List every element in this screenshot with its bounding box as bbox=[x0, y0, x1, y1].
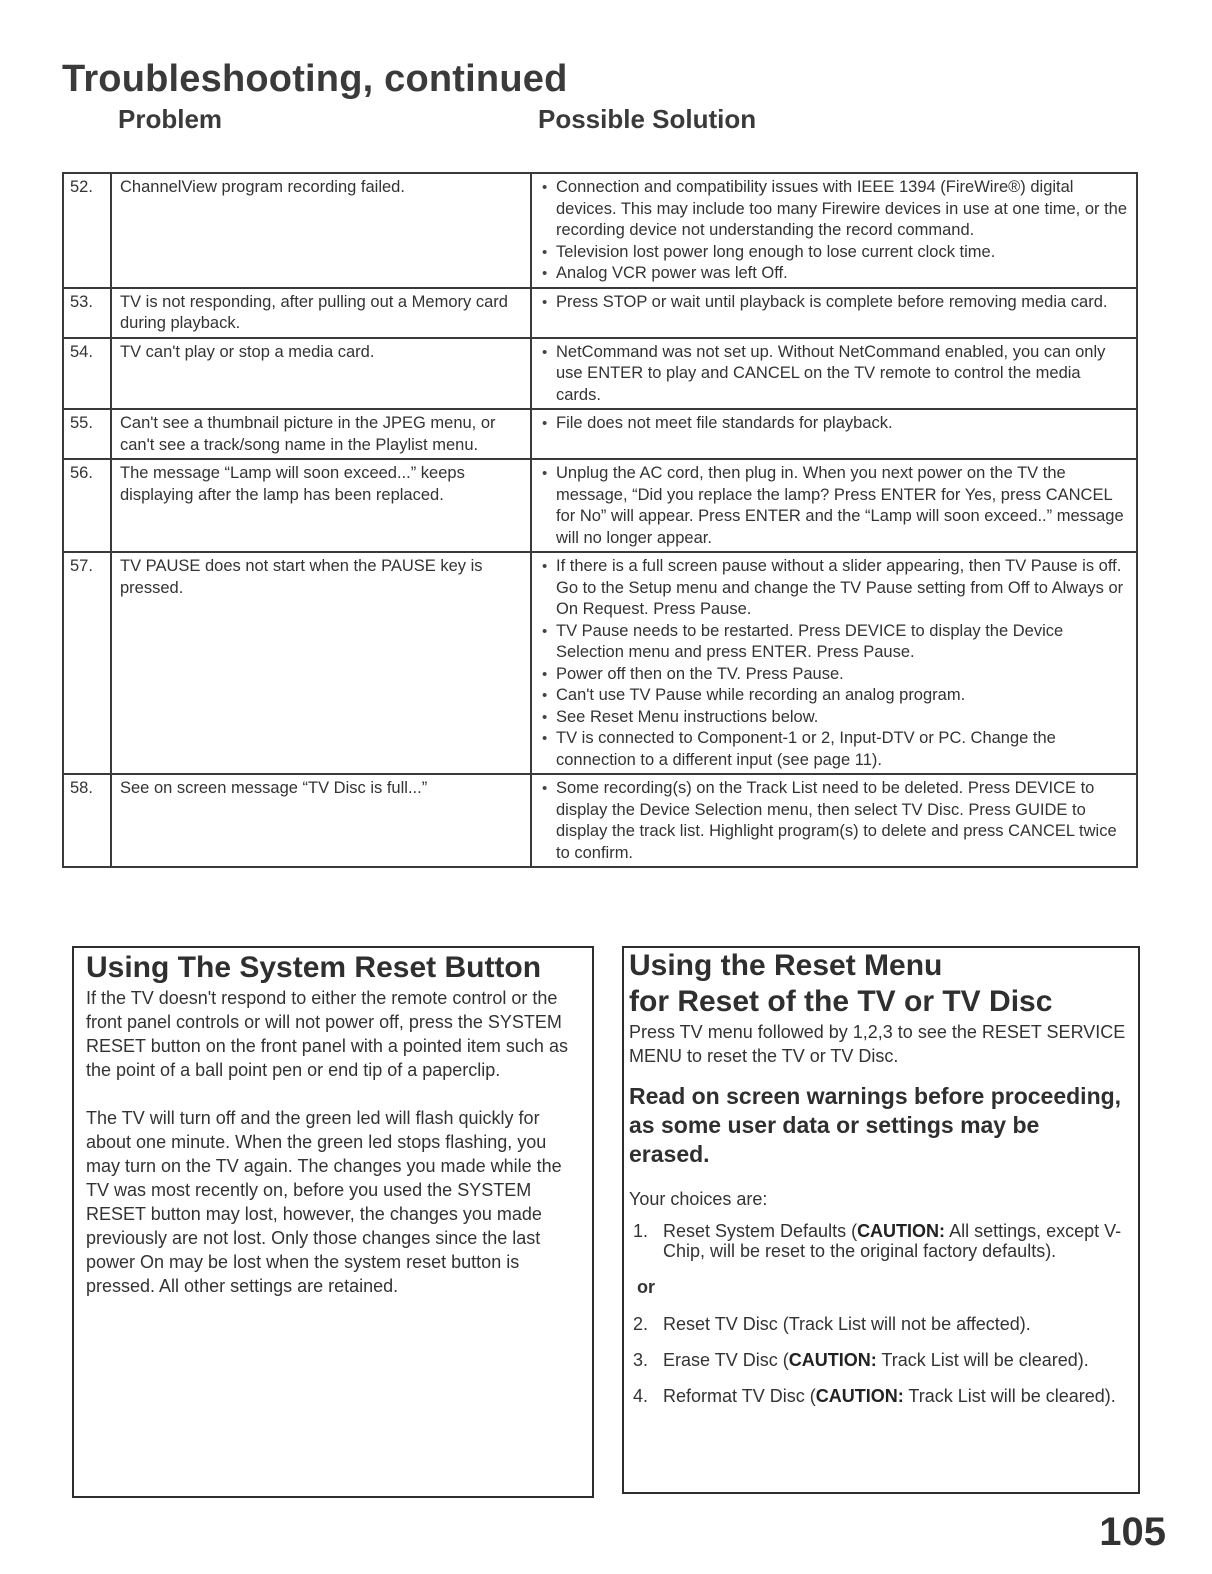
problem-cell: TV PAUSE does not start when the PAUSE key is pressed. bbox=[111, 552, 531, 774]
system-reset-paragraph-1: If the TV doesn't respond to either the remote control or the front panel controls or will not power off, press the SYSTEM RESET button on the front panel with a pointed item such as the point of a ball point pen or end tip of a paperclip. bbox=[86, 988, 568, 1080]
system-reset-section bbox=[72, 946, 594, 1498]
problem-cell: TV can't play or stop a media card. bbox=[111, 338, 531, 410]
problem-column-heading: Problem bbox=[118, 104, 223, 134]
reset-menu-choice-list-continued bbox=[629, 1314, 1126, 1406]
table-row bbox=[63, 409, 1137, 459]
reset-choice-text: Reset System Defaults ( bbox=[663, 1221, 858, 1241]
or-label: or bbox=[637, 1277, 655, 1297]
solution-item: • Press STOP or wait until playback is complete before removing media card. bbox=[542, 292, 1130, 314]
problem-cell: TV is not responding, after pulling out a Memory card during playback. bbox=[111, 288, 531, 338]
problem-cell: Can't see a thumbnail picture in the JPEG menu, or can't see a track/song name in the Playlist menu. bbox=[111, 409, 531, 459]
solution-item: • Connection and compatibility issues with IEEE 1394 (FireWire®) digital devices. This may include too many Firewire devices in use at one time, or the recording device not understanding the record command. bbox=[542, 177, 1130, 242]
page-number: 105 bbox=[1099, 1510, 1166, 1554]
solution-item: • See Reset Menu instructions below. bbox=[542, 707, 1130, 729]
table-row bbox=[63, 774, 1137, 867]
problem-cell: The message “Lamp will soon exceed...” keeps displaying after the lamp has been replaced. bbox=[111, 459, 531, 552]
solution-cell bbox=[531, 409, 1137, 459]
table-row bbox=[63, 552, 1137, 774]
problem-cell: See on screen message “TV Disc is full...” bbox=[111, 774, 531, 867]
table-row bbox=[63, 459, 1137, 552]
reset-choice-number: 4. bbox=[633, 1386, 649, 1406]
reset-choice-text: Track List will be cleared). bbox=[903, 1386, 1116, 1406]
row-number: 58. bbox=[63, 774, 111, 867]
solution-list bbox=[542, 342, 1130, 407]
solution-item: • Can't use TV Pause while recording an analog program. bbox=[542, 685, 1130, 707]
solution-cell bbox=[531, 338, 1137, 410]
reset-choice-text: Erase TV Disc ( bbox=[663, 1350, 789, 1370]
reset-menu-intro: Press TV menu followed by 1,2,3 to see the RESET SERVICE MENU to reset the TV or TV Disc. bbox=[629, 1022, 1126, 1066]
system-reset-paragraph-2: The TV will turn off and the green led will flash quickly for about one minute. When the green led stops flashing, you may turn on the TV again. The changes you made while the TV was most recently on, before you used the SYSTEM RESET button may lost, however, the changes you made previously are not lost. Only those changes since the last power On may be lost when the system reset button is pressed. All other settings are retained. bbox=[86, 1108, 562, 1296]
solution-list bbox=[542, 556, 1130, 771]
reset-choice-text: All settings, except V-Chip, will be reset to the original factory defaults). bbox=[663, 1221, 1122, 1261]
caution-label: CAUTION: bbox=[815, 1386, 904, 1406]
solution-item: • Some recording(s) on the Track List need to be deleted. Press DEVICE to display the Device Selection menu, then select TV Disc. Press GUIDE to display the track list. Highlight program(s) to delete and press CANCEL twice to confirm. bbox=[542, 778, 1130, 864]
caution-label: CAUTION: bbox=[857, 1221, 946, 1241]
reset-menu-choices-intro: Your choices are: bbox=[629, 1189, 768, 1209]
solution-cell bbox=[531, 459, 1137, 552]
solution-cell bbox=[531, 173, 1137, 288]
caution-label: CAUTION: bbox=[788, 1350, 877, 1370]
reset-menu-warning: Read on screen warnings before proceeding, as some user data or settings may be erased. bbox=[629, 1083, 1122, 1167]
troubleshooting-table-body bbox=[63, 173, 1137, 867]
solution-list bbox=[542, 177, 1130, 285]
solution-list bbox=[542, 463, 1130, 549]
reset-menu-section bbox=[622, 946, 1140, 1494]
solution-item: • If there is a full screen pause without a slider appearing, then TV Pause is off. Go to the Setup menu and change the TV Pause setting from Off to Always or On Request. Press Pause. bbox=[542, 556, 1130, 621]
solution-list bbox=[542, 292, 1130, 314]
row-number: 54. bbox=[63, 338, 111, 410]
reset-choice-text: Reset TV Disc (Track List will not be affected). bbox=[663, 1314, 1031, 1334]
reset-choice-number: 2. bbox=[633, 1314, 649, 1334]
reset-menu-title-line-1: Using the Reset Menu bbox=[629, 949, 943, 982]
solution-item: • TV Pause needs to be restarted. Press DEVICE to display the Device Selection menu and press ENTER. Press Pause. bbox=[542, 621, 1130, 664]
solution-item: • Unplug the AC cord, then plug in. When you next power on the TV the message, “Did you replace the lamp? Press ENTER for Yes, press CANCEL for No” will appear. Press ENTER and the “Lamp will soon exceed..” message will no longer appear. bbox=[542, 463, 1130, 549]
solution-list bbox=[542, 413, 1130, 435]
row-number: 55. bbox=[63, 409, 111, 459]
reset-menu-choice-list bbox=[629, 1221, 1126, 1261]
solution-cell bbox=[531, 774, 1137, 867]
solution-item: • File does not meet file standards for playback. bbox=[542, 413, 1130, 435]
solution-cell bbox=[531, 552, 1137, 774]
table-row bbox=[63, 173, 1137, 288]
page-title: Troubleshooting, continued bbox=[62, 58, 568, 100]
table-row bbox=[63, 288, 1137, 338]
table-row bbox=[63, 338, 1137, 410]
solution-item: • Power off then on the TV. Press Pause. bbox=[542, 664, 1130, 686]
row-number: 57. bbox=[63, 552, 111, 774]
row-number: 53. bbox=[63, 288, 111, 338]
solution-item: • TV is connected to Component-1 or 2, Input-DTV or PC. Change the connection to a different input (see page 11). bbox=[542, 728, 1130, 771]
reset-choice-number: 1. bbox=[633, 1221, 649, 1241]
solution-item: • Television lost power long enough to lose current clock time. bbox=[542, 242, 1130, 264]
solution-cell bbox=[531, 288, 1137, 338]
reset-choice-item bbox=[629, 1350, 1126, 1370]
reset-menu-title-line-2: for Reset of the TV or TV Disc bbox=[629, 985, 1053, 1018]
reset-choice-text: Track List will be cleared). bbox=[876, 1350, 1089, 1370]
solution-item: • Analog VCR power was left Off. bbox=[542, 263, 1130, 285]
reset-choice-item bbox=[629, 1314, 1126, 1334]
solution-column-heading: Possible Solution bbox=[538, 104, 757, 134]
reset-choice-text: Reformat TV Disc ( bbox=[663, 1386, 816, 1406]
reset-choice-item bbox=[629, 1386, 1126, 1406]
solution-list bbox=[542, 778, 1130, 864]
row-number: 52. bbox=[63, 173, 111, 288]
troubleshooting-table bbox=[62, 172, 1138, 868]
row-number: 56. bbox=[63, 459, 111, 552]
reset-choice-item bbox=[629, 1221, 1126, 1261]
reset-choice-number: 3. bbox=[633, 1350, 649, 1370]
problem-cell: ChannelView program recording failed. bbox=[111, 173, 531, 288]
system-reset-title: Using The System Reset Button bbox=[86, 951, 542, 984]
solution-item: • NetCommand was not set up. Without NetCommand enabled, you can only use ENTER to play and CANCEL on the TV remote to control the media cards. bbox=[542, 342, 1130, 407]
